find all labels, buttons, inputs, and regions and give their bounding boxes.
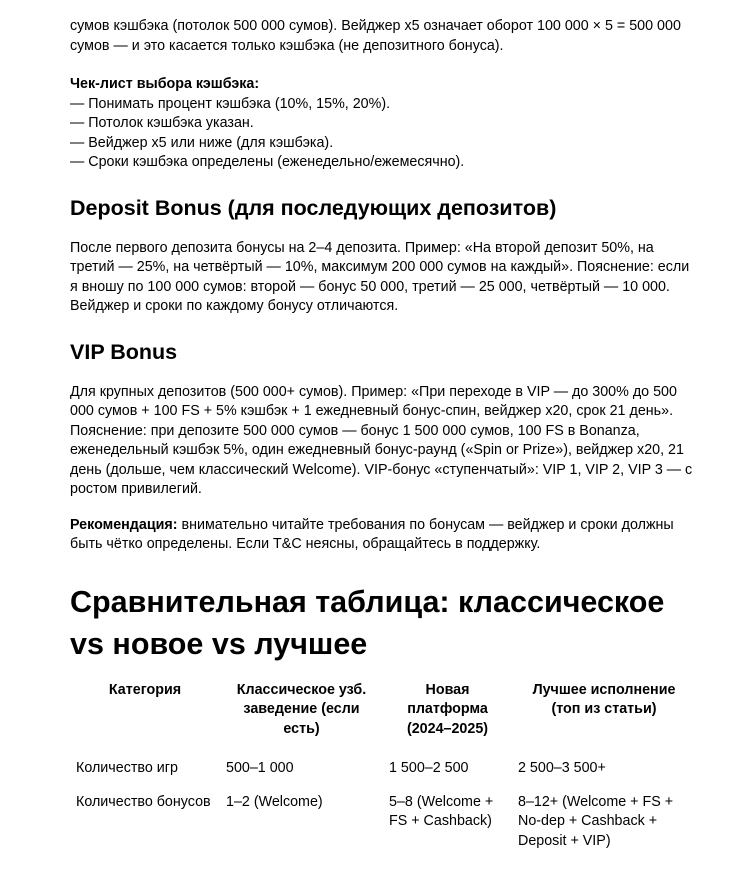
- column-header-category: Категория: [108, 681, 182, 698]
- article-content: [70, 17, 696, 857]
- intro-paragraph: сумов кэшбэка (потолок 500 000 сумов). Вейджер x5 означает оборот 100 000 × 5 = 500 000 сумов — и это касается только кэшбэка (не депозитного бонуса).: [70, 18, 681, 54]
- table-row: [70, 751, 696, 785]
- checklist-item: — Вейджер x5 или ниже (для кэшбэка).: [70, 134, 334, 151]
- vip-bonus-text: Для крупных депозитов (500 000+ сумов). Пример: «При переходе в VIP — до 300% до 500 000 сумов + 100 FS + 5% кэшбэк + 1 ежедневный бонус-спин, вейджер x20, срок 21 день». Пояснение: при депозите 500 000 сумов — бонус 1 500 000 сумов, 100 FS в Bonanza, еженедельный кэшбэк 5%, один ежедневный бонус-раунд («Spin or Prize»), вейджер x20, 21 день (дольше, чем классический Welcome). VIP-бонус «ступенчатый»: VIP 1, VIP 2, VIP 3 — с ростом привилегий.: [70, 383, 693, 497]
- deposit-bonus-text: После первого депозита бонусы на 2–4 депозита. Пример: «На второй депозит 50%, на третий — 25%, на четвёртый — 10%, максимум 200 000 сумов на каждый». Пояснение: если я вношу по 100 000 сумов: второй — бонус 50 000, третий — 25 000, четвёртый — 10 000. Вейджер и сроки по каждому бонусу отличаются.: [70, 239, 690, 314]
- table-header-row: [70, 681, 696, 752]
- recommendation-label: Рекомендация:: [70, 516, 178, 533]
- deposit-bonus-heading: Deposit Bonus (для последующих депозитов): [70, 195, 557, 220]
- table-cell: 2 500–3 500+: [518, 760, 606, 776]
- comparison-table: [70, 681, 696, 858]
- table-row: [70, 785, 696, 858]
- table-cell: 5–8 (Welcome + FS + Cashback): [389, 793, 494, 829]
- table-cell: 500–1 000: [226, 760, 294, 776]
- table-cell: 1–2 (Welcome): [226, 793, 323, 810]
- recommendation-paragraph: [70, 516, 696, 555]
- column-header-classic: Классическое узб. заведение (если есть): [236, 681, 367, 737]
- checklist-item: — Потолок кэшбэка указан.: [70, 115, 254, 131]
- column-header-new: Новая платформа (2024–2025): [406, 681, 489, 737]
- checklist-item: — Понимать процент кэшбэка (10%, 15%, 20%).: [70, 95, 391, 112]
- checklist: [70, 95, 696, 173]
- table-cell: 8–12+ (Welcome + FS + No-dep + Cashback + Deposit + VIP): [518, 793, 674, 849]
- table-cell: 1 500–2 500: [389, 760, 469, 776]
- column-header-best: Лучшее исполнение (топ из статьи): [532, 681, 676, 717]
- recommendation-text: внимательно читайте требования по бонусам — вейджер и сроки должны быть чётко определены. Если T&C неясны, обращайтесь в поддержку.: [70, 516, 674, 552]
- table-cell: Количество бонусов: [76, 793, 211, 810]
- vip-bonus-heading: VIP Bonus: [70, 339, 178, 364]
- comparison-heading: Сравнительная таблица: классическое vs новое vs лучшее: [70, 584, 665, 661]
- table-cell: Количество игр: [76, 760, 178, 776]
- checklist-item: — Сроки кэшбэка определены (еженедельно/ежемесячно).: [70, 154, 465, 170]
- checklist-title: Чек-лист выбора кэшбэка:: [70, 76, 260, 92]
